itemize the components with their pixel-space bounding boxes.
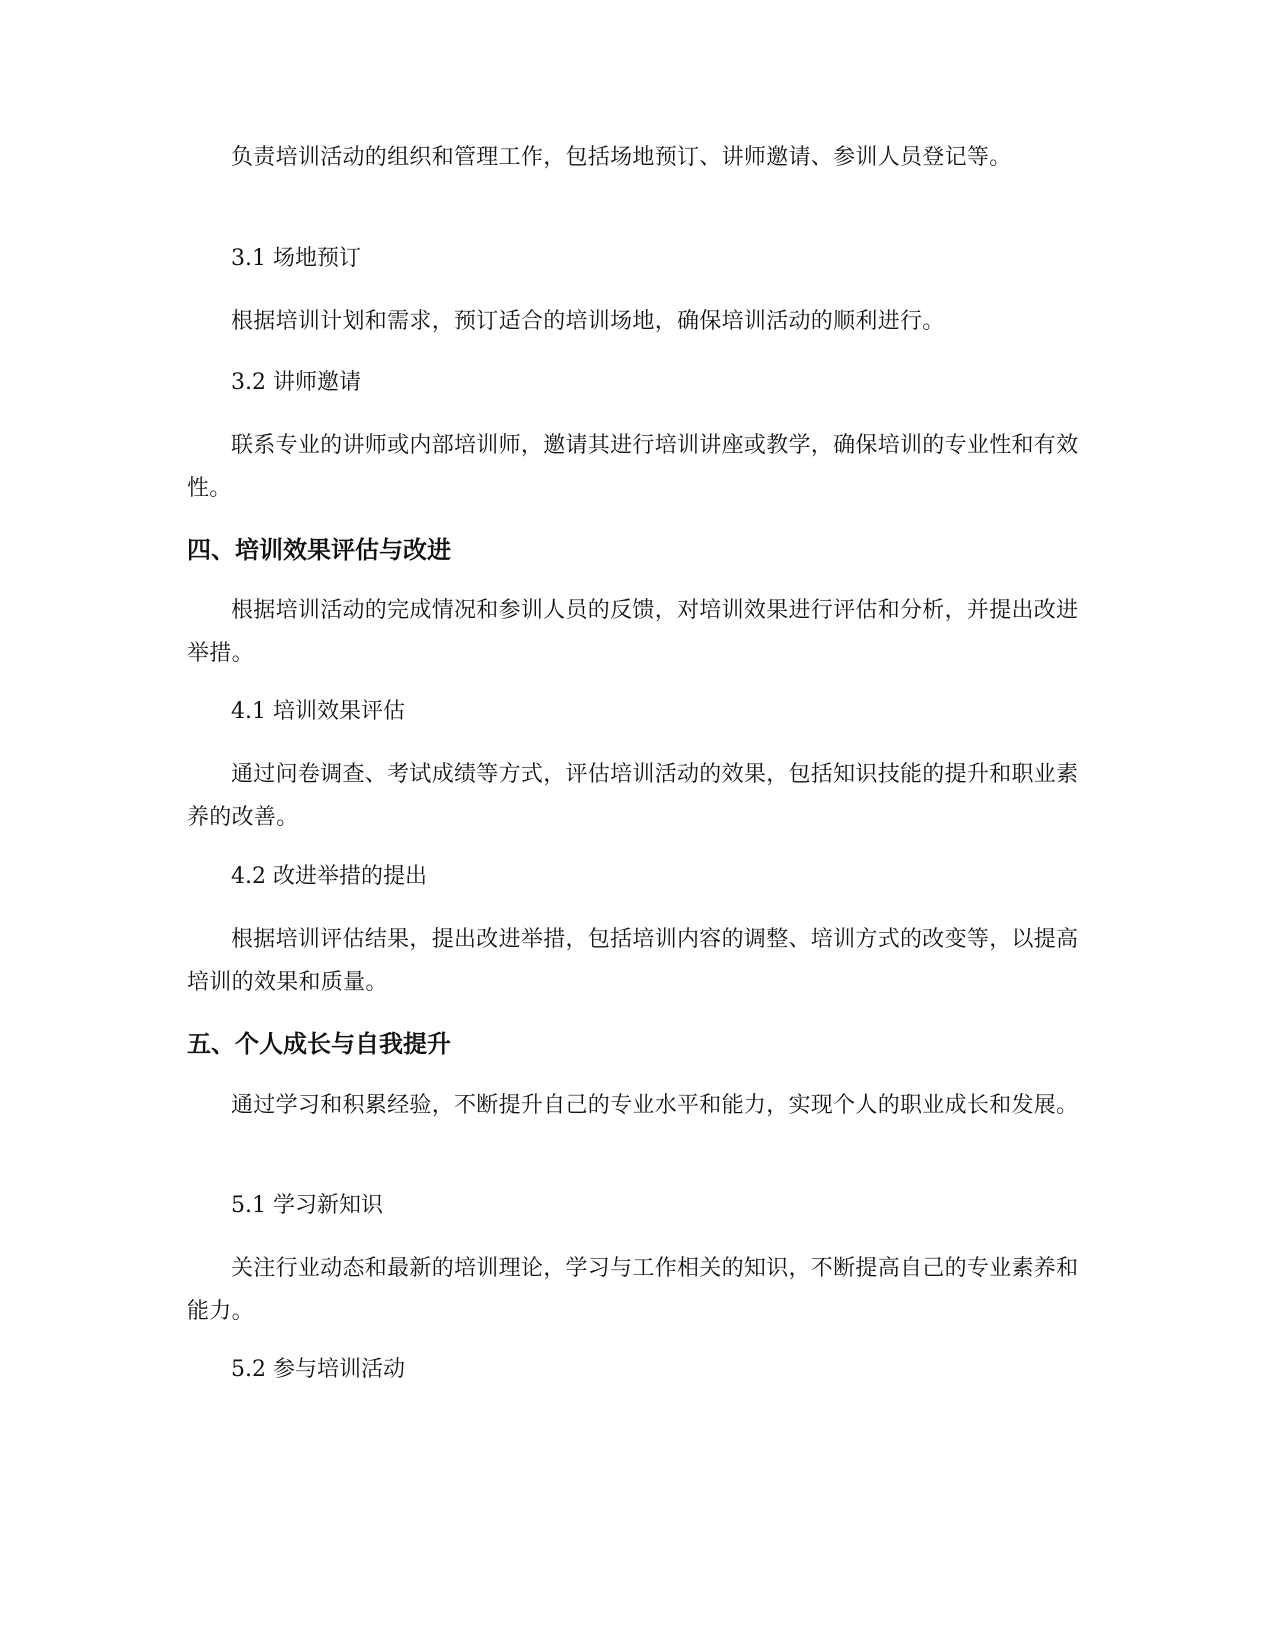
paragraph-4-1: 通过问卷调查、考试成绩等方式，评估培训活动的效果，包括知识技能的提升和职业素养的改善。 — [187, 762, 1079, 830]
subheading-5-2: 5.2 参与培训活动 — [231, 1357, 405, 1382]
paragraph-4-2: 根据培训评估结果，提出改进举措，包括培训内容的调整、培训方式的改变等，以提高培训的效果和质量。 — [187, 927, 1079, 995]
subheading-4-1: 4.1 培训效果评估 — [231, 699, 405, 724]
paragraph-5: 通过学习和积累经验，不断提升自己的专业水平和能力，实现个人的职业成长和发展。 — [231, 1093, 1079, 1118]
subheading-3-2: 3.2 讲师邀请 — [231, 370, 361, 395]
section-heading-5: 五、个人成长与自我提升 — [187, 1030, 451, 1058]
section-heading-4: 四、培训效果评估与改进 — [187, 536, 451, 564]
paragraph-3-1: 根据培训计划和需求，预订适合的培训场地，确保培训活动的顺利进行。 — [231, 309, 945, 334]
subheading-3-1: 3.1 场地预订 — [231, 246, 361, 271]
subheading-4-2: 4.2 改进举措的提出 — [231, 864, 427, 889]
paragraph-4: 根据培训活动的完成情况和参训人员的反馈，对培训效果进行评估和分析，并提出改进举措。 — [187, 598, 1079, 666]
paragraph-3-2: 联系专业的讲师或内部培训师，邀请其进行培训讲座或教学，确保培训的专业性和有效性。 — [187, 433, 1079, 501]
intro-paragraph: 负责培训活动的组织和管理工作，包括场地预订、讲师邀请、参训人员登记等。 — [231, 145, 1012, 170]
paragraph-5-1: 关注行业动态和最新的培训理论，学习与工作相关的知识，不断提高自己的专业素养和能力。 — [187, 1256, 1079, 1324]
subheading-5-1: 5.1 学习新知识 — [231, 1193, 383, 1218]
